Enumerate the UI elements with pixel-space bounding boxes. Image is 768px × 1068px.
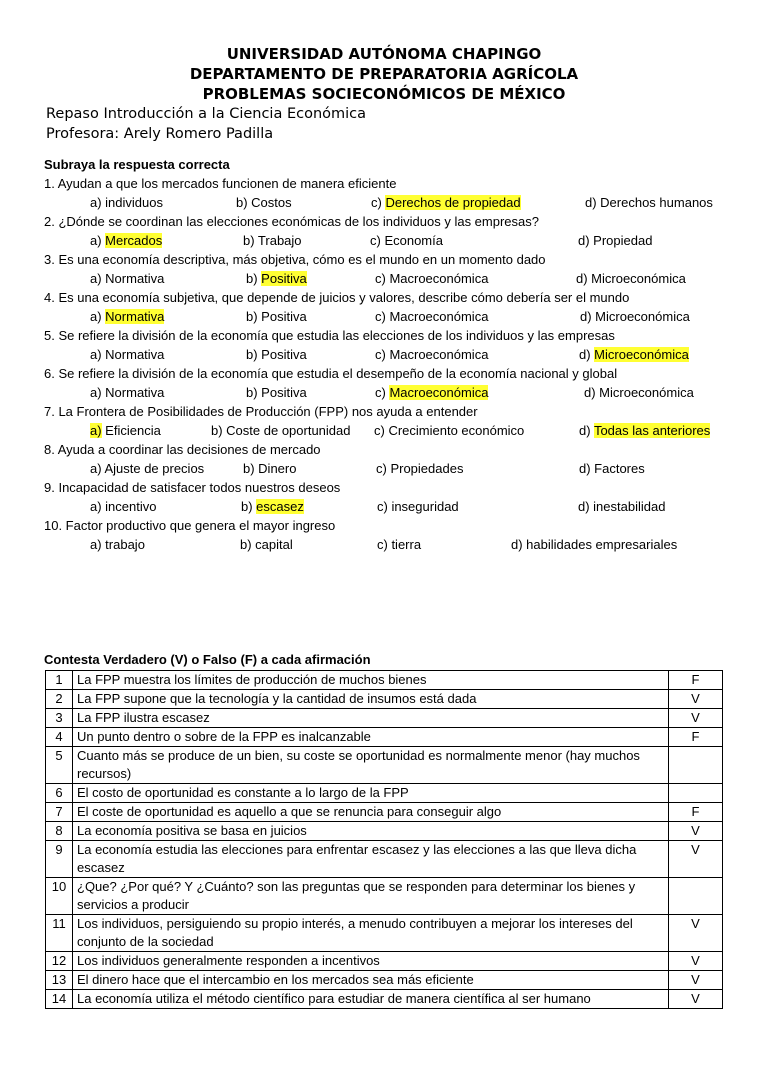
option-b: b) escasez <box>241 499 304 514</box>
statement: El dinero hace que el intercambio en los mercados sea más eficiente <box>73 971 669 990</box>
row-number: 3 <box>46 709 73 728</box>
answer-cell: V <box>669 709 723 728</box>
table-row <box>46 747 723 784</box>
option-d: d) Microeconómica <box>580 309 690 324</box>
highlighted-answer: Todas las anteriores <box>593 423 711 438</box>
option-c: c) Derechos de propiedad <box>371 195 521 210</box>
options <box>0 231 768 250</box>
options <box>0 421 768 440</box>
true-false-table <box>45 670 723 1009</box>
question: 9. Incapacidad de satisfacer todos nuestros deseos <box>44 480 341 495</box>
option-c: c) Macroeconómica <box>375 309 489 324</box>
options <box>0 459 768 478</box>
option-d: d) inestabilidad <box>578 499 666 514</box>
options <box>0 345 768 364</box>
highlighted-answer: Macroeconómica <box>389 385 489 400</box>
option-b: b) capital <box>240 537 293 552</box>
statement: El costo de oportunidad es constante a lo largo de la FPP <box>73 784 669 803</box>
option-c: c) Macroeconómica <box>375 347 489 362</box>
option-b: b) Trabajo <box>243 233 302 248</box>
option-c: c) Macroeconómica <box>375 271 489 286</box>
highlighted-answer: escasez <box>256 499 304 514</box>
row-number: 13 <box>46 971 73 990</box>
answer-cell: F <box>669 803 723 822</box>
question: 2. ¿Dónde se coordinan las elecciones económicas de los individuos y las empresas? <box>44 214 539 229</box>
row-number: 9 <box>46 841 73 878</box>
answer-cell: V <box>669 990 723 1009</box>
statement: La economía estudia las elecciones para enfrentar escasez y las elecciones a las que lleva dicha escasez <box>73 841 669 878</box>
answer-cell: V <box>669 952 723 971</box>
question: 3. Es una economía descriptiva, más objetiva, cómo es el mundo en un momento dado <box>44 252 546 267</box>
option-d: d) Derechos humanos <box>585 195 713 210</box>
option-c: c) inseguridad <box>377 499 459 514</box>
teacher-name: Profesora: Arely Romero Padilla <box>46 126 274 142</box>
table-row <box>46 915 723 952</box>
options <box>0 383 768 402</box>
highlighted-answer: a) <box>90 423 102 438</box>
statement: La FPP supone que la tecnología y la cantidad de insumos está dada <box>73 690 669 709</box>
table-row <box>46 784 723 803</box>
document-subtitle: Repaso Introducción a la Ciencia Económica <box>46 106 367 122</box>
option-a: a) Normativa <box>90 385 165 400</box>
option-a: a) trabajo <box>90 537 145 552</box>
statement: La economía utiliza el método científico para estudiar de manera científica al ser humano <box>73 990 669 1009</box>
course-title: PROBLEMAS SOCIECONÓMICOS DE MÉXICO <box>202 85 566 103</box>
table-row <box>46 690 723 709</box>
department-title: DEPARTAMENTO DE PREPARATORIA AGRÍCOLA <box>189 65 579 83</box>
statement: La FPP muestra los límites de producción de muchos bienes <box>73 671 669 690</box>
row-number: 2 <box>46 690 73 709</box>
question: 4. Es una economía subjetiva, que depende de juicios y valores, describe cómo debería ser el mundo <box>44 290 630 305</box>
option-c: c) Crecimiento económico <box>374 423 525 438</box>
row-number: 1 <box>46 671 73 690</box>
highlighted-answer: Derechos de propiedad <box>385 195 521 210</box>
row-number: 7 <box>46 803 73 822</box>
answer-cell <box>669 747 723 784</box>
option-d: d) Microeconómica <box>579 347 689 362</box>
option-b: b) Coste de oportunidad <box>211 423 351 438</box>
question: 5. Se refiere la división de la economía que estudia las elecciones de los individuos y las empresas <box>44 328 615 343</box>
option-d: d) Microeconómica <box>584 385 694 400</box>
option-b: b) Positiva <box>246 271 307 286</box>
options <box>0 307 768 326</box>
section1-title: Subraya la respuesta correcta <box>44 157 230 172</box>
statement: ¿Que? ¿Por qué? Y ¿Cuánto? son las preguntas que se responden para determinar los bienes y servicios a producir <box>73 878 669 915</box>
answer-cell: V <box>669 841 723 878</box>
section2-title: Contesta Verdadero (V) o Falso (F) a cada afirmación <box>44 652 371 667</box>
option-b: b) Positiva <box>246 347 307 362</box>
statement: La economía positiva se basa en juicios <box>73 822 669 841</box>
multiple-choice-list <box>0 174 768 554</box>
answer-cell: F <box>669 671 723 690</box>
option-a: a) Mercados <box>90 233 163 248</box>
statement: El coste de oportunidad es aquello a que se renuncia para conseguir algo <box>73 803 669 822</box>
question: 8. Ayuda a coordinar las decisiones de mercado <box>44 442 321 457</box>
option-d: d) Factores <box>579 461 645 476</box>
option-d: d) Propiedad <box>578 233 653 248</box>
question: 6. Se refiere la división de la economía que estudia el desempeño de la economía nacional y global <box>44 366 618 381</box>
answer-cell: V <box>669 822 723 841</box>
answer-cell: V <box>669 915 723 952</box>
options <box>0 269 768 288</box>
statement: La FPP ilustra escasez <box>73 709 669 728</box>
highlighted-answer: Mercados <box>105 233 163 248</box>
option-b: b) Dinero <box>243 461 297 476</box>
option-d: d) Microeconómica <box>576 271 686 286</box>
highlighted-answer: Microeconómica <box>594 347 689 362</box>
row-number: 8 <box>46 822 73 841</box>
option-a: a) Eficiencia <box>90 423 161 438</box>
answer-cell <box>669 878 723 915</box>
answer-cell: F <box>669 728 723 747</box>
table-row <box>46 990 723 1009</box>
option-d: d) habilidades empresariales <box>511 537 678 552</box>
option-c: c) tierra <box>377 537 422 552</box>
options <box>0 497 768 516</box>
option-a: a) individuos <box>90 195 163 210</box>
option-a: a) Normativa <box>90 271 165 286</box>
answer-cell <box>669 784 723 803</box>
row-number: 10 <box>46 878 73 915</box>
option-c: c) Macroeconómica <box>375 385 489 400</box>
option-d: d) Todas las anteriores <box>579 423 711 438</box>
options <box>0 535 768 554</box>
highlighted-answer: Normativa <box>105 309 165 324</box>
statement: Un punto dentro o sobre de la FPP es inalcanzable <box>73 728 669 747</box>
statement: Los individuos, persiguiendo su propio interés, a menudo contribuyen a mejorar los intereses del conjunto de la sociedad <box>73 915 669 952</box>
question: 10. Factor productivo que genera el mayor ingreso <box>44 518 336 533</box>
table-row <box>46 952 723 971</box>
option-a: a) Normativa <box>90 347 165 362</box>
row-number: 14 <box>46 990 73 1009</box>
row-number: 4 <box>46 728 73 747</box>
table-row <box>46 709 723 728</box>
option-b: b) Costos <box>236 195 292 210</box>
row-number: 5 <box>46 747 73 784</box>
option-b: b) Positiva <box>246 309 307 324</box>
table-row <box>46 728 723 747</box>
options <box>0 193 768 212</box>
university-title: UNIVERSIDAD AUTÓNOMA CHAPINGO <box>226 45 542 63</box>
table-row <box>46 841 723 878</box>
table-row <box>46 803 723 822</box>
table-row <box>46 878 723 915</box>
answer-cell: V <box>669 690 723 709</box>
table-row <box>46 971 723 990</box>
option-c: c) Economía <box>370 233 443 248</box>
row-number: 6 <box>46 784 73 803</box>
option-a: a) Ajuste de precios <box>90 461 205 476</box>
statement: Cuanto más se produce de un bien, su coste se oportunidad es normalmente menor (hay muchos recursos) <box>73 747 669 784</box>
highlighted-answer: Positiva <box>261 271 307 286</box>
answer-cell: V <box>669 971 723 990</box>
row-number: 11 <box>46 915 73 952</box>
question: 1. Ayudan a que los mercados funcionen de manera eficiente <box>44 176 397 191</box>
table-row <box>46 671 723 690</box>
question: 7. La Frontera de Posibilidades de Producción (FPP) nos ayuda a entender <box>44 404 478 419</box>
option-c: c) Propiedades <box>376 461 464 476</box>
option-a: a) Normativa <box>90 309 165 324</box>
table-row <box>46 822 723 841</box>
option-b: b) Positiva <box>246 385 307 400</box>
document-header <box>0 44 768 104</box>
statement: Los individuos generalmente responden a incentivos <box>73 952 669 971</box>
row-number: 12 <box>46 952 73 971</box>
option-a: a) incentivo <box>90 499 157 514</box>
